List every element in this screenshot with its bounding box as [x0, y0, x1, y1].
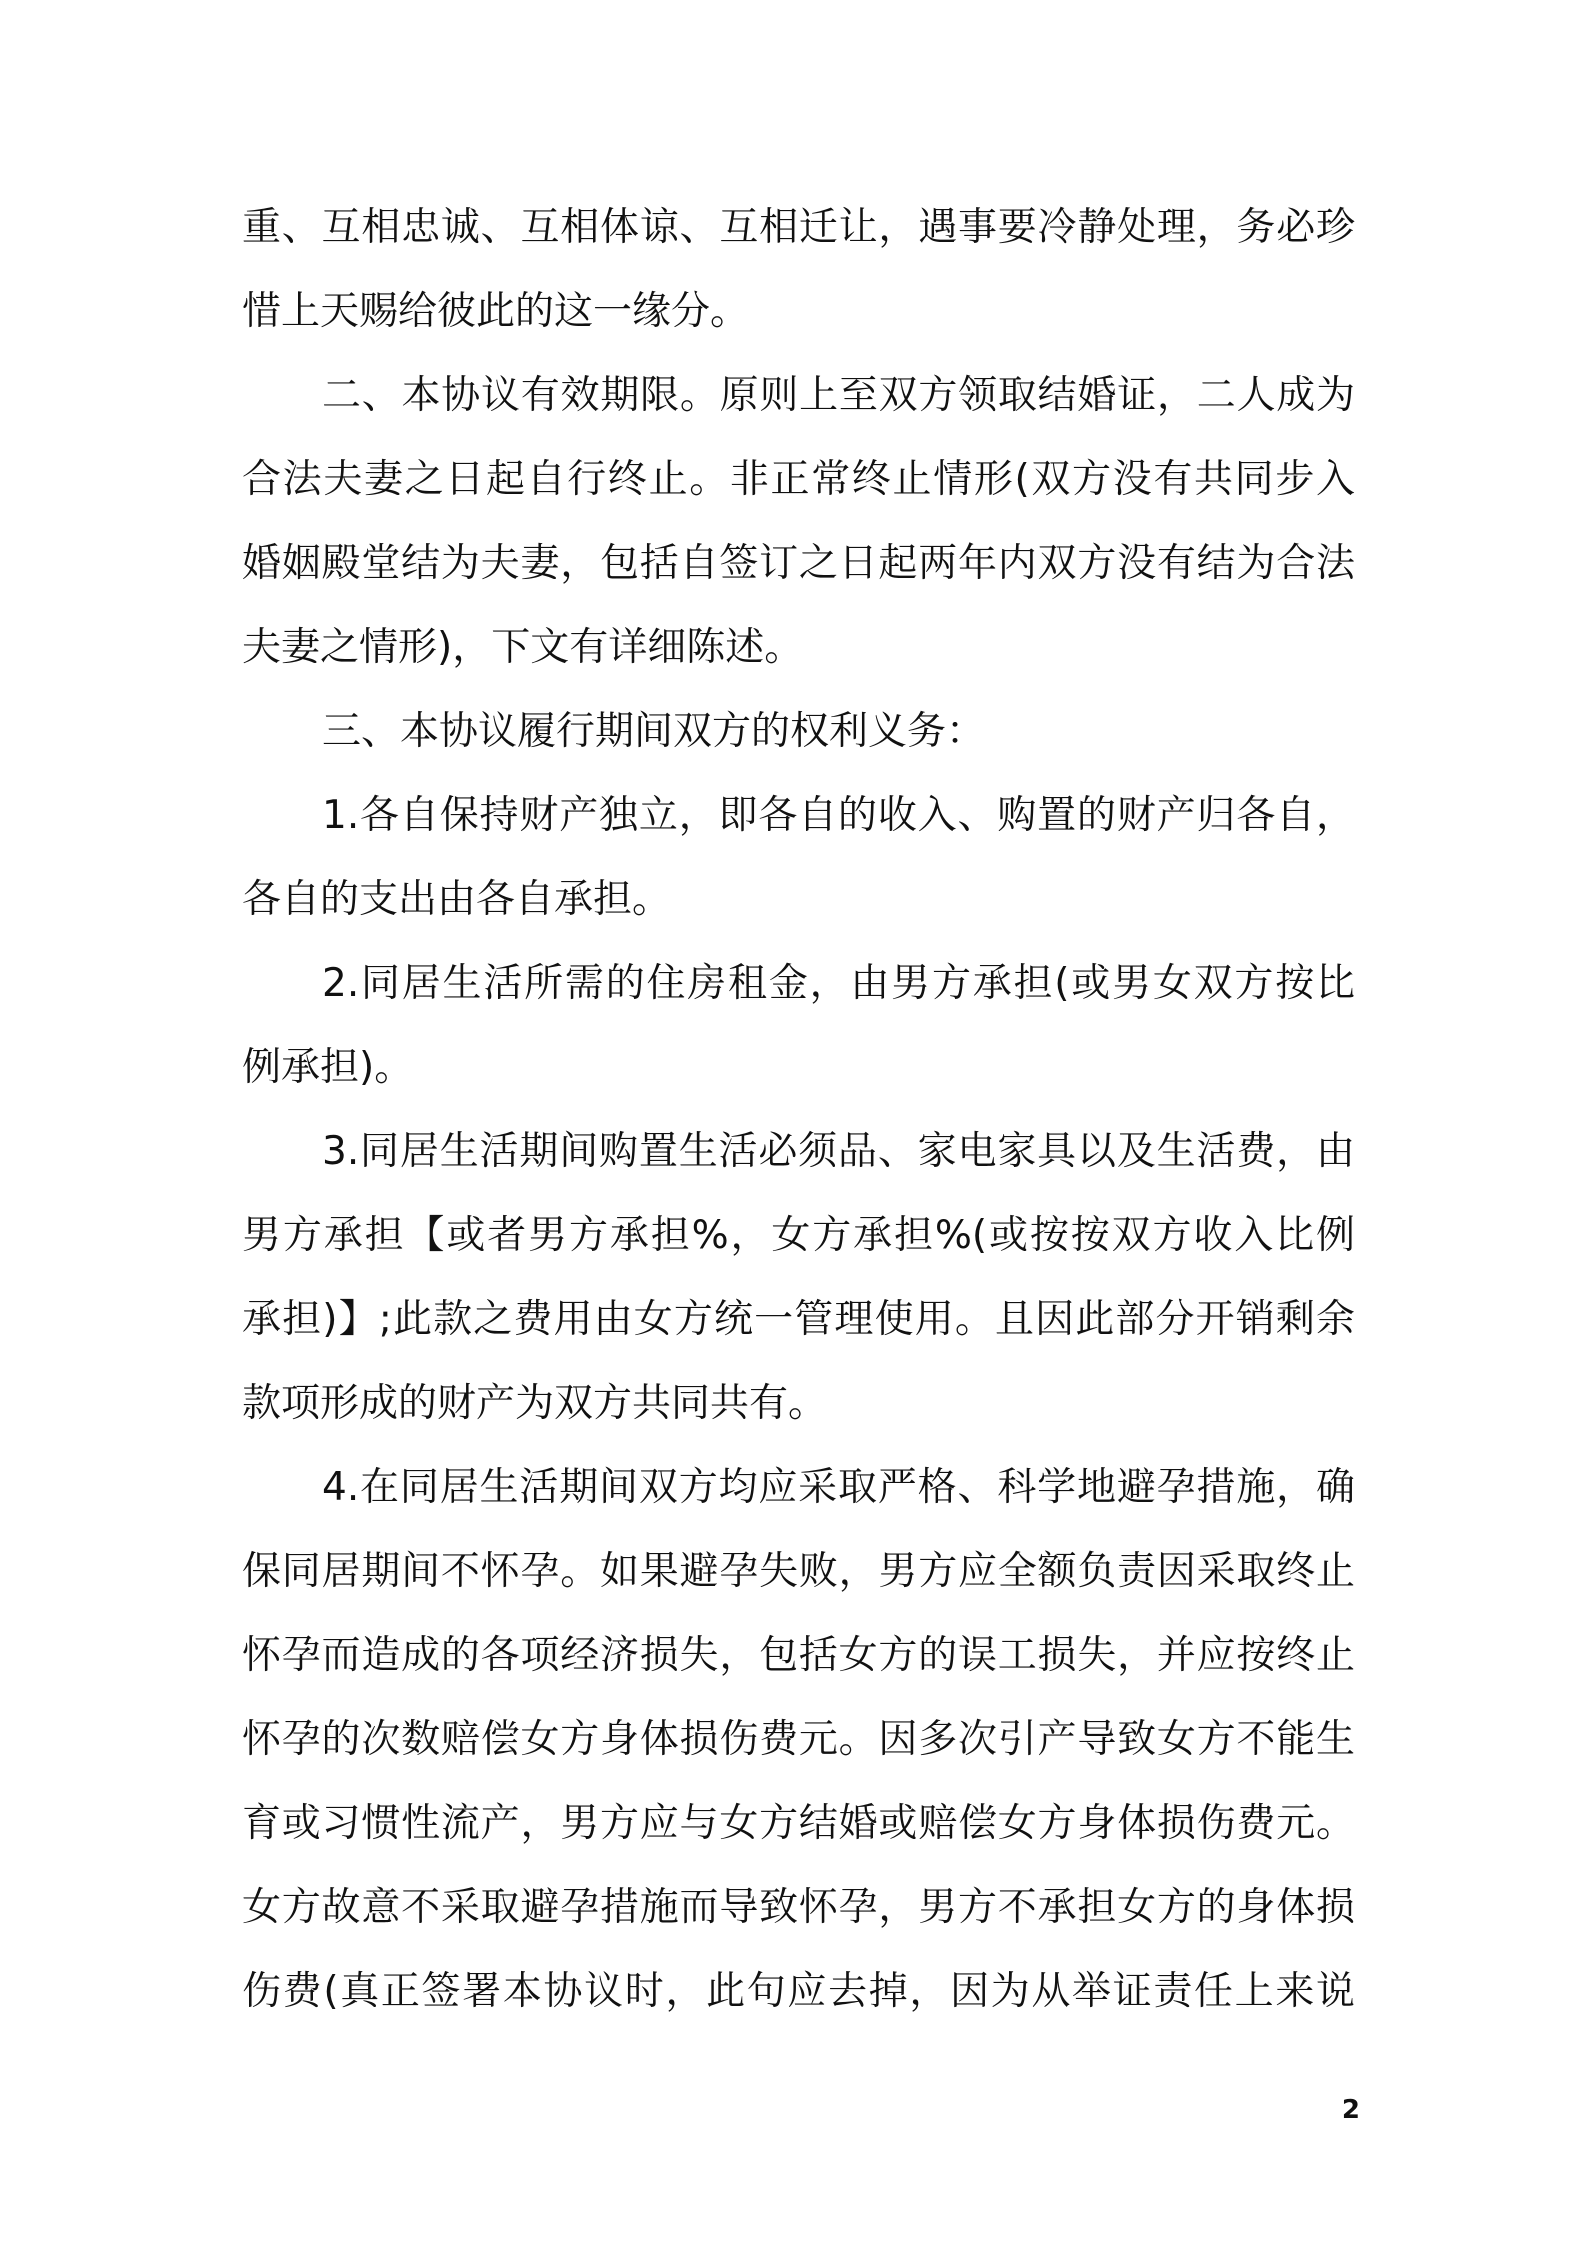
text-line: 怀孕而造成的各项经济损失，包括女方的误工损失，并应按终止 [242, 1633, 1355, 1678]
text-line: 2.同居生活所需的住房租金，由男方承担(或男女双方按比 [322, 961, 1355, 1006]
text-line: 例承担)。 [242, 1045, 414, 1090]
text-line: 保同居期间不怀孕。如果避孕失败，男方应全额负责因采取终止 [242, 1549, 1355, 1594]
paragraph-item-2 [242, 942, 1355, 1110]
text-line: 承担)】;此款之费用由女方统一管理使用。且因此部分开销剩余 [242, 1297, 1355, 1342]
page-number: 2 [1341, 2095, 1360, 2125]
text-line: 各自的支出由各自承担。 [242, 877, 672, 922]
text-line: 重、互相忠诚、互相体谅、互相迁让，遇事要冷静处理，务必珍 [242, 205, 1355, 250]
text-line: 夫妻之情形)，下文有详细陈述。 [242, 625, 804, 670]
text-line: 1.各自保持财产独立，即各自的收入、购置的财产归各自， [322, 793, 1355, 838]
text-line: 3.同居生活期间购置生活必须品、家电家具以及生活费，由 [322, 1129, 1355, 1174]
paragraph-item-4 [242, 1446, 1355, 2034]
body-text [242, 186, 1355, 2034]
text-line: 女方故意不采取避孕措施而导致怀孕，男方不承担女方的身体损 [242, 1885, 1355, 1930]
text-line: 婚姻殿堂结为夫妻，包括自签订之日起两年内双方没有结为合法 [242, 541, 1355, 586]
section-heading: 三、本协议履行期间双方的权利义务： [322, 709, 986, 754]
text-line: 育或习惯性流产，男方应与女方结婚或赔偿女方身体损伤费元。 [242, 1801, 1355, 1846]
text-line: 伤费(真正签署本协议时，此句应去掉，因为从举证责任上来说 [242, 1969, 1355, 2014]
paragraph-item-1 [242, 774, 1355, 942]
text-line: 惜上天赐给彼此的这一缘分。 [242, 289, 750, 334]
text-line: 男方承担【或者男方承担%，女方承担%(或按按双方收入比例 [242, 1213, 1355, 1258]
text-line: 二、本协议有效期限。原则上至双方领取结婚证，二人成为 [322, 373, 1355, 418]
paragraph-validity-period [242, 354, 1355, 690]
paragraph-commitment-continuation [242, 186, 1355, 354]
paragraph-rights-heading [242, 690, 1355, 774]
text-line: 款项形成的财产为双方共同共有。 [242, 1381, 828, 1426]
text-line: 4.在同居生活期间双方均应采取严格、科学地避孕措施，确 [322, 1465, 1355, 1510]
text-line: 合法夫妻之日起自行终止。非正常终止情形(双方没有共同步入 [242, 457, 1355, 502]
text-line: 怀孕的次数赔偿女方身体损伤费元。因多次引产导致女方不能生 [242, 1717, 1355, 1762]
paragraph-item-3 [242, 1110, 1355, 1446]
